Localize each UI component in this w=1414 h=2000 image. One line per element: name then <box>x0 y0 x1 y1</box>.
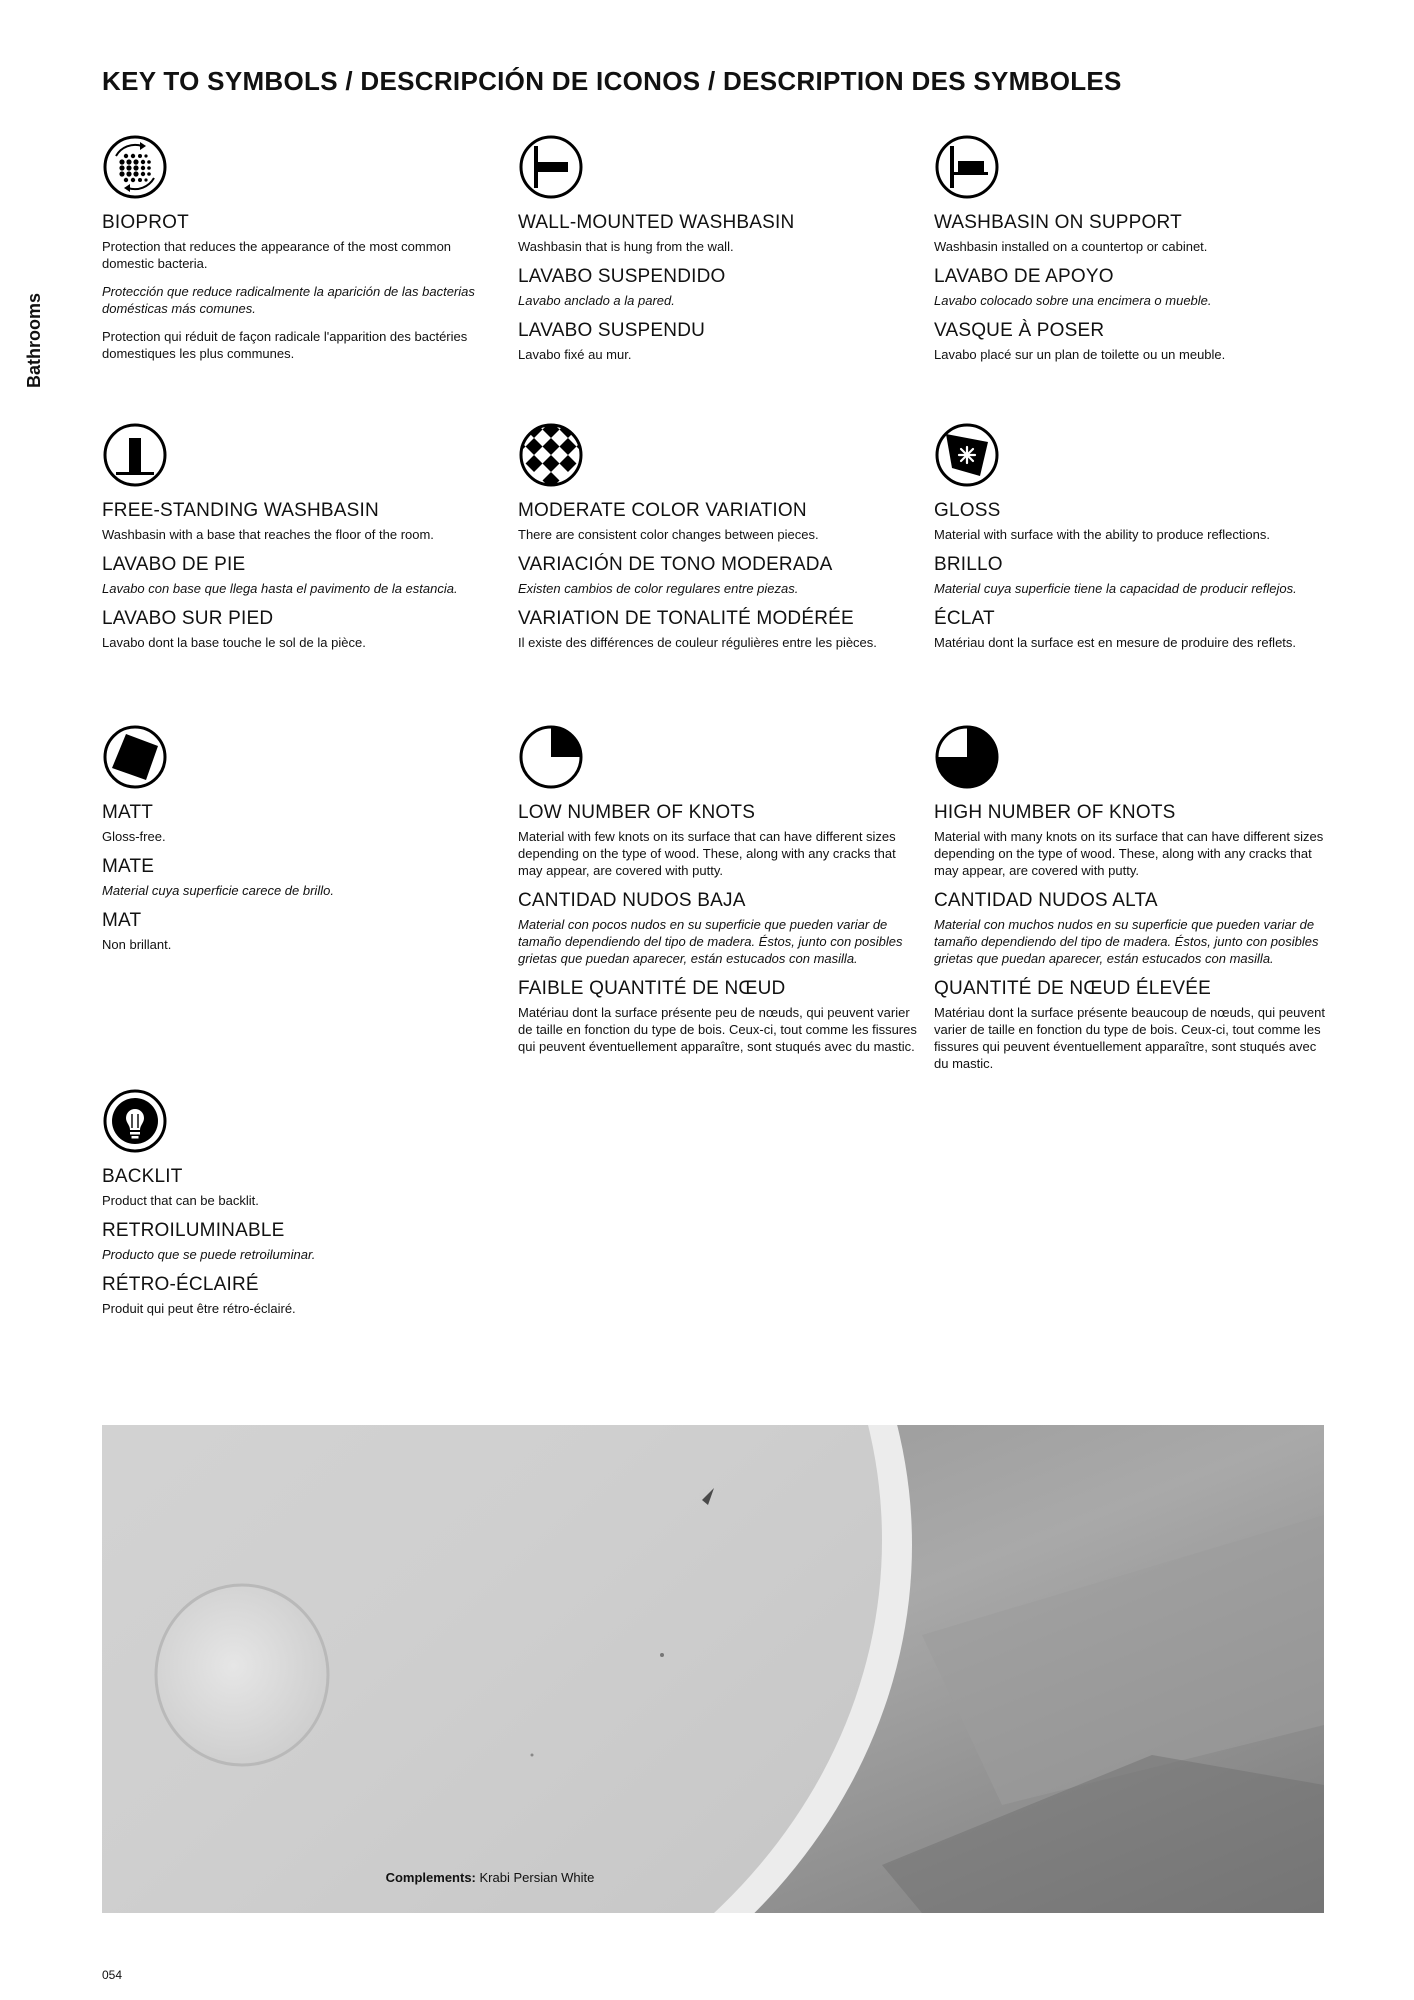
symbol-title-es: LAVABO SUSPENDIDO <box>518 266 726 287</box>
product-photo <box>102 1425 1324 1913</box>
symbol-text-es: Material cuya superficie tiene la capacidad de producir reflejos. <box>934 581 1297 596</box>
symbol-text-fr: Matériau dont la surface présente peu de nœuds, qui peuvent varier de taille en fonction du type de bois. Ceux-ci, tout comme les fissures qui peuvent éventuellement apparaître, sont stuqués avec du mastic. <box>518 1005 917 1054</box>
symbol-text-en: Washbasin with a base that reaches the floor of the room. <box>102 527 434 542</box>
symbol-text-fr: Matériau dont la surface présente beaucoup de nœuds, qui peuvent varier de taille en fonction du type de bois. Ceux-ci, tout comme les fissures qui peuvent éventuellement apparaître, sont stuqués avec du mastic. <box>934 1005 1325 1071</box>
high-number-of-knots-icon <box>934 724 1000 790</box>
washbasin-on-support-icon <box>934 134 1000 200</box>
symbol-text-en: Material with few knots on its surface that can have different sizes depending on the type of wood. These, along with any cracks that may appear, are covered with putty. <box>518 829 896 878</box>
symbol-text-fr: Matériau dont la surface est en mesure de produire des reflets. <box>934 635 1297 650</box>
symbol-title-fr: FAIBLE QUANTITÉ DE NŒUD <box>518 978 786 999</box>
matt-icon <box>102 724 168 790</box>
symbol-title-es: CANTIDAD NUDOS ALTA <box>934 890 1158 911</box>
symbol-title-en: WALL-MOUNTED WASHBASIN <box>518 212 795 233</box>
symbol-text-es: Producto que se puede retroiluminar. <box>102 1247 316 1262</box>
symbol-moderate-color-variation <box>518 422 918 651</box>
symbol-high-number-of-knots <box>934 724 1334 1072</box>
symbol-title-fr: LAVABO SUR PIED <box>102 608 274 629</box>
symbol-text-es: Protección que reduce radicalmente la aparición de las bacterias domésticas más comunes. <box>102 284 475 316</box>
photo-caption <box>102 1870 878 1885</box>
low-number-of-knots-icon <box>518 724 584 790</box>
symbol-text-en: Product that can be backlit. <box>102 1193 259 1208</box>
symbol-text-en: Material with many knots on its surface that can have different sizes depending on the type of wood. These, along with any cracks that may appear, are covered with putty. <box>934 829 1324 878</box>
symbol-text-fr: Lavabo dont la base touche le sol de la pièce. <box>102 635 366 650</box>
symbol-title-es: LAVABO DE APOYO <box>934 266 1114 287</box>
symbol-bioprot <box>102 134 502 362</box>
page-number: 054 <box>102 1968 123 1982</box>
symbol-matt <box>102 724 502 953</box>
symbol-title-en: BIOPROT <box>102 212 189 233</box>
symbol-text-fr: Protection qui réduit de façon radicale l'apparition des bactéries domestiques les plus communes. <box>102 329 468 361</box>
symbol-text-fr: Lavabo placé sur un plan de toilette ou un meuble. <box>934 347 1226 362</box>
symbol-text-fr: Produit qui peut être rétro-éclairé. <box>102 1301 296 1316</box>
symbol-title-es: VARIACIÓN DE TONO MODERADA <box>518 554 833 575</box>
symbol-title-fr: QUANTITÉ DE NŒUD ÉLEVÉE <box>934 978 1211 999</box>
symbol-title-es: MATE <box>102 856 155 877</box>
gloss-icon <box>934 422 1000 488</box>
page-title: KEY TO SYMBOLS / DESCRIPCIÓN DE ICONOS / DESCRIPTION DES SYMBOLES <box>102 66 1122 96</box>
symbol-title-fr: ÉCLAT <box>934 608 995 629</box>
symbol-title-en: MATT <box>102 802 154 823</box>
symbol-low-number-of-knots <box>518 724 918 1055</box>
caption-value: Krabi Persian White <box>479 1870 595 1885</box>
symbol-title-en: BACKLIT <box>102 1166 183 1187</box>
symbol-title-en: FREE-STANDING WASHBASIN <box>102 500 379 521</box>
symbol-text-es: Lavabo con base que llega hasta el pavimento de la estancia. <box>102 581 458 596</box>
symbol-text-fr: Lavabo fixé au mur. <box>518 347 632 362</box>
symbol-text-es: Material con muchos nudos en su superficie que pueden variar de tamaño dependiendo del tipo de madera. Éstos, junto con posibles grietas que puedan aparecer, están estucados con masilla. <box>934 917 1319 966</box>
backlit-icon <box>102 1088 168 1154</box>
symbol-title-en: GLOSS <box>934 500 1001 521</box>
symbol-title-fr: LAVABO SUSPENDU <box>518 320 706 341</box>
symbol-text-en: Material with surface with the ability to produce reflections. <box>934 527 1270 542</box>
caption-label: Complements: <box>385 1870 476 1885</box>
symbol-title-fr: RÉTRO-ÉCLAIRÉ <box>102 1274 259 1295</box>
bioprot-icon <box>102 134 168 200</box>
symbol-title-es: RETROILUMINABLE <box>102 1220 285 1241</box>
symbol-text-es: Lavabo anclado a la pared. <box>518 293 675 308</box>
symbol-washbasin-on-support <box>934 134 1334 363</box>
symbol-text-fr: Il existe des différences de couleur régulières entre les pièces. <box>518 635 877 650</box>
symbol-text-es: Lavabo colocado sobre una encimera o mueble. <box>934 293 1212 308</box>
washbasin-photo-illustration <box>102 1425 1324 1913</box>
symbol-text-es: Existen cambios de color regulares entre piezas. <box>518 581 799 596</box>
symbol-text-en: Gloss-free. <box>102 829 166 844</box>
moderate-color-variation-icon <box>518 422 584 488</box>
symbol-text-en: Washbasin installed on a countertop or cabinet. <box>934 239 1208 254</box>
wall-mounted-washbasin-icon <box>518 134 584 200</box>
symbol-title-es: BRILLO <box>934 554 1003 575</box>
symbol-text-en: Washbasin that is hung from the wall. <box>518 239 734 254</box>
symbol-title-en: HIGH NUMBER OF KNOTS <box>934 802 1176 823</box>
symbol-wall-mounted-washbasin <box>518 134 918 363</box>
symbol-title-en: WASHBASIN ON SUPPORT <box>934 212 1182 233</box>
symbol-title-fr: MAT <box>102 910 142 931</box>
symbol-title-es: LAVABO DE PIE <box>102 554 246 575</box>
symbol-backlit <box>102 1088 502 1317</box>
symbol-free-standing-washbasin <box>102 422 502 651</box>
symbol-text-en: There are consistent color changes between pieces. <box>518 527 819 542</box>
symbol-text-es: Material cuya superficie carece de brillo. <box>102 883 334 898</box>
symbol-text-es: Material con pocos nudos en su superficie que pueden variar de tamaño dependiendo del tipo de madera. Éstos, junto con posibles grietas que puedan aparecer, están estucados con masilla. <box>518 917 903 966</box>
symbol-title-fr: VARIATION DE TONALITÉ MODÉRÉE <box>518 608 854 629</box>
symbol-title-en: LOW NUMBER OF KNOTS <box>518 802 756 823</box>
symbol-title-es: CANTIDAD NUDOS BAJA <box>518 890 746 911</box>
symbol-text-en: Protection that reduces the appearance of the most common domestic bacteria. <box>102 239 452 271</box>
symbol-title-en: MODERATE COLOR VARIATION <box>518 500 807 521</box>
symbol-text-fr: Non brillant. <box>102 937 172 952</box>
symbol-gloss <box>934 422 1334 651</box>
free-standing-washbasin-icon <box>102 422 168 488</box>
section-label: Bathrooms <box>24 292 44 388</box>
symbol-title-fr: VASQUE À POSER <box>934 320 1105 341</box>
